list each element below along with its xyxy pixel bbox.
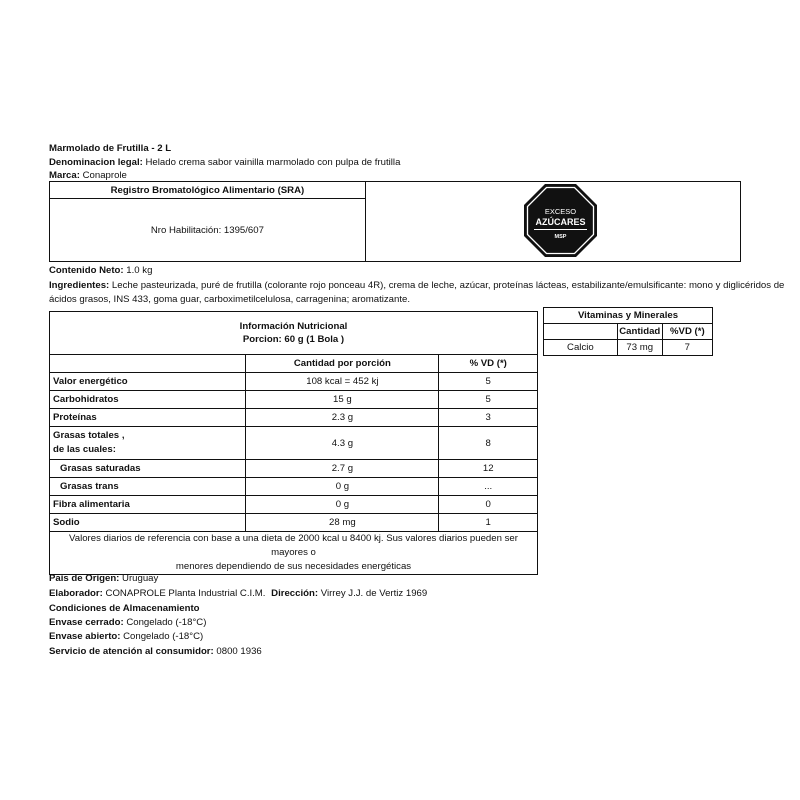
- row-vd: 8: [439, 427, 538, 460]
- table-row: [544, 340, 713, 356]
- row-vd: 5: [439, 391, 538, 409]
- seal-line1: EXCESO: [544, 207, 577, 216]
- row-name: Proteínas: [50, 409, 246, 427]
- row-vd: 12: [439, 460, 538, 478]
- octagon-icon: [524, 184, 597, 257]
- row-amount: 0 g: [246, 478, 439, 496]
- net-content-label: Contenido Neto:: [49, 265, 124, 276]
- row-subname: de las cuales:: [53, 444, 116, 455]
- row-name: Valor energético: [50, 373, 246, 391]
- storage-open-value: Congelado (-18°C): [123, 631, 204, 642]
- net-content-value: 1.0 kg: [126, 265, 153, 276]
- row-amount: 15 g: [246, 391, 439, 409]
- product-title: Marmolado de Frutilla - 2 L: [49, 143, 172, 154]
- ingredients-label: Ingredientes:: [49, 280, 110, 291]
- table-row: [50, 460, 538, 478]
- table-row: [50, 496, 538, 514]
- nutrition-table: [49, 311, 538, 575]
- table-row: [50, 478, 538, 496]
- storage-closed-label: Envase cerrado:: [49, 617, 124, 628]
- vitamin-name: Calcio: [544, 340, 618, 356]
- origin-value: Uruguay: [122, 573, 159, 584]
- legal-value: Helado crema sabor vainilla marmolado con pulpa de frutilla: [145, 157, 401, 168]
- nutrition-portion: Porcion: 60 g (1 Bola ): [242, 334, 345, 345]
- brand-label: Marca:: [49, 170, 80, 181]
- col-vd-header: % VD (*): [439, 355, 538, 373]
- footnote-line1: Valores diarios de referencia con base a una dieta de 2000 kcal u 8400 kj. Sus valores diarios pueden ser mayores o: [69, 533, 518, 558]
- seal-line2: AZÚCARES: [535, 217, 586, 227]
- producer-value: CONAPROLE Planta Industrial C.I.M.: [105, 588, 266, 599]
- row-name: Carbohidratos: [50, 391, 246, 409]
- storage-open-label: Envase abierto:: [49, 631, 121, 642]
- row-amount: 108 kcal = 452 kj: [246, 373, 439, 391]
- brand: [49, 170, 127, 181]
- row-vd: 3: [439, 409, 538, 427]
- row-name: Grasas saturadas: [50, 460, 246, 478]
- vitamins-col-vd: %VD (*): [662, 324, 712, 340]
- row-name: Grasas totales: [53, 430, 120, 441]
- row-comma: ,: [121, 430, 125, 441]
- origin: [49, 573, 158, 584]
- col-amount-header: Cantidad por porción: [246, 355, 439, 373]
- warning-seal: [524, 184, 597, 257]
- address-label: Dirección:: [271, 588, 319, 599]
- table-row: [50, 373, 538, 391]
- row-amount: 2.7 g: [246, 460, 439, 478]
- ingredients-line2: ácidos grasos, INS 433, goma guar, carboximetilcelulosa, carragenina; aromatizante.: [49, 294, 411, 305]
- storage-closed: [49, 617, 206, 628]
- net-content: [49, 265, 152, 276]
- row-amount: 4.3 g: [246, 427, 439, 460]
- row-name: Sodio: [50, 514, 246, 532]
- footnote-line2: menores dependiendo de sus necesidades energéticas: [175, 561, 412, 572]
- row-vd: ...: [439, 478, 538, 496]
- row-amount: 2.3 g: [246, 409, 439, 427]
- row-name: Grasas trans: [50, 478, 246, 496]
- seal-line3: MSP: [554, 234, 567, 240]
- brand-value: Conaprole: [82, 170, 127, 181]
- ingredients-line1: Leche pasteurizada, puré de frutilla (colorante rojo ponceau 4R), crema de leche, azúcar, proteínas lácteas, estabilizante/emulsificante: mono y diglicéridos de: [111, 280, 785, 291]
- row-vd: 0: [439, 496, 538, 514]
- storage-title: Condiciones de Almacenamiento: [49, 603, 200, 614]
- storage-closed-value: Congelado (-18°C): [126, 617, 207, 628]
- service-label: Servicio de atención al consumidor:: [49, 646, 214, 657]
- row-amount: 0 g: [246, 496, 439, 514]
- storage-open: [49, 631, 203, 642]
- legal-denomination: [49, 157, 400, 168]
- vitamins-blank-header: [544, 324, 618, 340]
- service-value: 0800 1936: [216, 646, 262, 657]
- nutrition-column-headers: [50, 355, 538, 373]
- vitamins-table: [543, 307, 713, 356]
- nutrition-footnote: [50, 532, 538, 575]
- row-name: Fibra alimentaria: [50, 496, 246, 514]
- vitamin-vd: 7: [662, 340, 712, 356]
- customer-service: [49, 646, 262, 657]
- origin-label: Pais de Origen:: [49, 573, 120, 584]
- table-row: [50, 514, 538, 532]
- sra-header: Registro Bromatológico Alimentario (SRA): [50, 182, 366, 199]
- row-amount: 28 mg: [246, 514, 439, 532]
- nutrition-header: [50, 312, 538, 355]
- sra-habilitacion: Nro Habilitación: 1395/607: [50, 199, 366, 262]
- sra-box: [49, 181, 741, 262]
- producer-label: Elaborador:: [49, 588, 103, 599]
- legal-label: Denominacion legal:: [49, 157, 143, 168]
- table-row: [50, 409, 538, 427]
- address-value: Virrey J.J. de Vertiz 1969: [320, 588, 428, 599]
- producer: [49, 588, 427, 599]
- row-vd: 1: [439, 514, 538, 532]
- vitamins-title: Vitaminas y Minerales: [544, 308, 713, 324]
- blank-header-cell: [50, 355, 246, 373]
- vitamin-amount: 73 mg: [617, 340, 662, 356]
- nutrition-title: Información Nutricional: [239, 321, 348, 332]
- row-name-fats: [50, 427, 246, 460]
- table-row: [50, 427, 538, 460]
- vitamins-col-amount: Cantidad: [617, 324, 662, 340]
- ingredients: [49, 280, 784, 291]
- row-vd: 5: [439, 373, 538, 391]
- table-row: [50, 391, 538, 409]
